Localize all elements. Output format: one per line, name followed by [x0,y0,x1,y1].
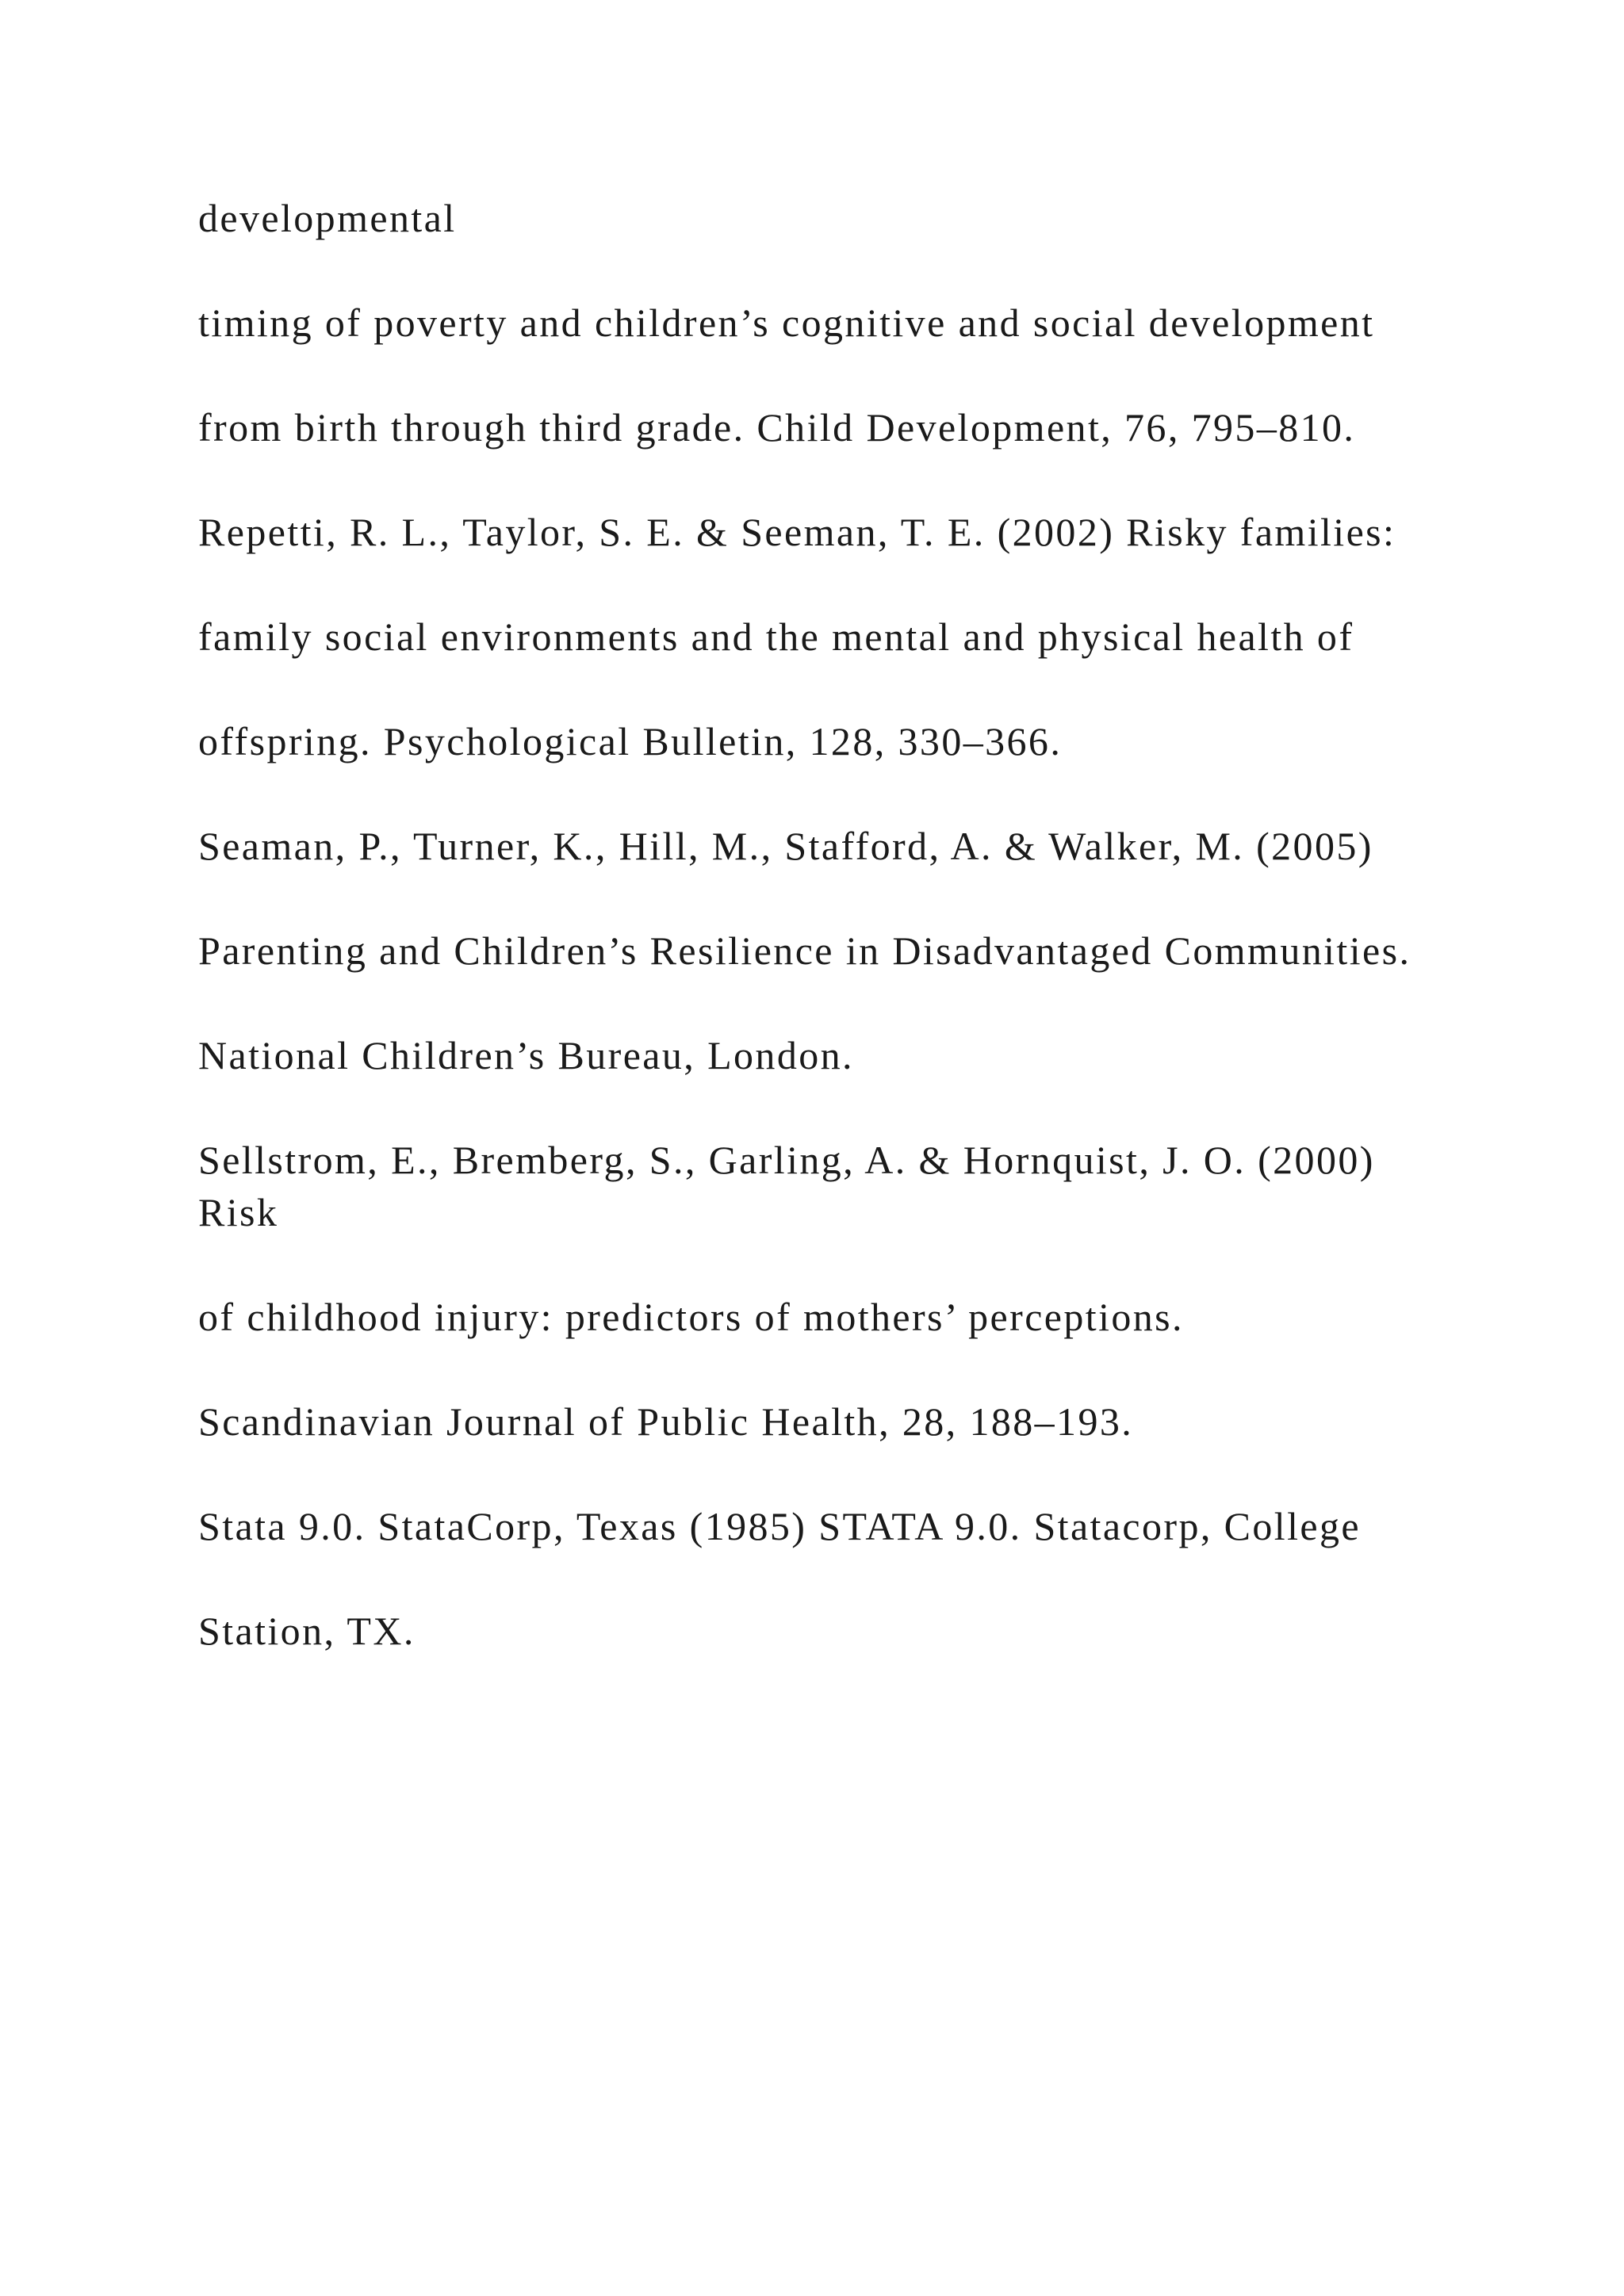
reference-line: Parenting and Children’s Resilience in Disadvantaged Communities. [198,928,1411,973]
reference-line: Sellstrom, E., Bremberg, S., Garling, A. & Hornquist, J. O. (2000) Risk [198,1138,1375,1234]
reference-line: family social environments and the mental and physical health of [198,614,1354,659]
reference-list [198,192,1435,1709]
reference-line: from birth through third grade. Child Development, 76, 795–810. [198,405,1356,450]
reference-line: Stata 9.0. StataCorp, Texas (1985) STATA 9.0. Statacorp, College [198,1504,1361,1548]
reference-line: timing of poverty and children’s cognitive and social development [198,300,1375,345]
reference-line: National Children’s Bureau, London. [198,1033,854,1077]
reference-line: developmental [198,196,457,240]
reference-line: Scandinavian Journal of Public Health, 28, 188–193. [198,1399,1134,1444]
reference-line: Repetti, R. L., Taylor, S. E. & Seeman, T. E. (2002) Risky families: [198,510,1396,554]
reference-line: of childhood injury: predictors of mothers’ perceptions. [198,1295,1184,1339]
reference-line: Seaman, P., Turner, K., Hill, M., Stafford, A. & Walker, M. (2005) [198,824,1373,868]
reference-line: offspring. Psychological Bulletin, 128, 330–366. [198,719,1063,763]
reference-line: Station, TX. [198,1609,416,1653]
